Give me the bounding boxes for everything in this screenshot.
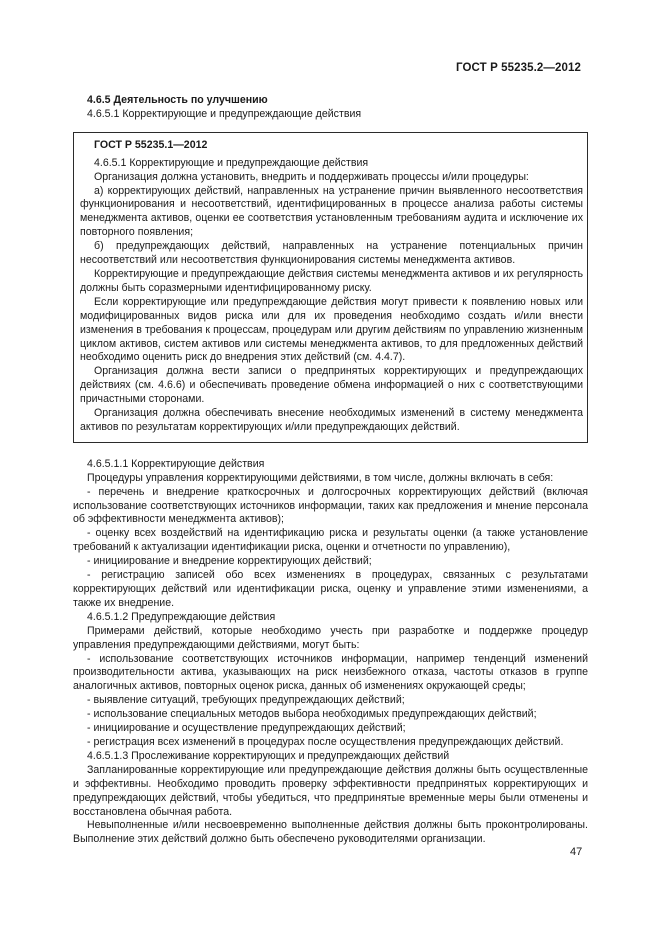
list-item: - использование соответствующих источников информации, например тенденций изменений производительности актива, указывающих на риск неизбежного отказа, частоты отказов в группе аналогичных активов, повторных оценок риска, данных об изменениях окружающей среды;: [73, 652, 588, 693]
body-paragraph: Процедуры управления корректирующими действиями, в том числе, должны включать в себя:: [87, 471, 554, 484]
subsection-heading-tracking: 4.6.5.1.3 Прослеживание корректирующих и предупреждающих действий: [87, 749, 450, 762]
list-item: - инициирование и внедрение корректирующих действий;: [87, 555, 372, 568]
section-subheading: 4.6.5.1 Корректирующие и предупреждающие действия: [87, 107, 362, 120]
subsection-heading-corrective: 4.6.5.1.1 Корректирующие действия: [87, 457, 265, 470]
page-content: [73, 94, 588, 847]
list-item: - выявление ситуаций, требующих предупреждающих действий;: [87, 694, 405, 707]
quoted-standard-box: [73, 132, 588, 443]
body-paragraph: Примерами действий, которые необходимо учесть при разработке и поддержке процедур управления предупреждающими действиями, могут быть:: [73, 624, 588, 651]
list-item: - инициирование и осуществление предупреждающих действий;: [87, 722, 406, 735]
body-paragraph: Запланированные корректирующие или предупреждающие действия должны быть осуществленные и эффективны. Необходимо проводить проверку эффективности предпринятых корректирующих и предупреждающих действий, чтобы убедиться, что предпринятые временные меры были отменены и восстановлена обычная работа.: [73, 763, 588, 818]
quote-paragraph: Организация должна установить, внедрить и поддерживать процессы и/или процедуры:: [94, 170, 529, 183]
list-item: - перечень и внедрение краткосрочных и долгосрочных корректирующих действий (включая использование соответствующих источников информации, таких как предложения и мнение персонала об эффективности менеджмента активов);: [73, 485, 588, 526]
quote-paragraph: Корректирующие и предупреждающие действия системы менеджмента активов и их регулярность должны быть соразмерными идентифицированному риску.: [80, 267, 583, 294]
quote-paragraph: Если корректирующие или предупреждающие действия могут привести к появлению новых или модифицированных видов риска или для их проведения необходимо создать и/или внести изменения в требования к процессам, процедурам или другим действиям по управлению жизненным циклом активов, систем активов или системы менеджмента активов, то для предложенных действий необходимо оценить риск до внедрения этих действий (см. 4.4.7).: [80, 295, 583, 364]
quote-paragraph: б) предупреждающих действий, направленных на устранение потенциальных причин несоответствий или несоответствия функционирования системы менеджмента активов.: [80, 240, 583, 267]
quote-paragraph: 4.6.5.1 Корректирующие и предупреждающие действия: [94, 156, 369, 169]
body-paragraph: Невыполненные и/или несвоевременно выполненные действия должны быть проконтролированы. Выполнение этих действий должно быть обеспечено руководителями организации.: [73, 819, 588, 846]
document-code: ГОСТ Р 55235.2—2012: [456, 62, 581, 74]
quote-paragraph: Организация должна обеспечивать внесение необходимых изменений в систему менеджмента активов по результатам корректирующих и/или предупреждающих действий.: [80, 407, 583, 433]
section-heading: 4.6.5 Деятельность по улучшению: [87, 94, 268, 106]
subsection-heading-preventive: 4.6.5.1.2 Предупреждающие действия: [87, 610, 276, 623]
list-item: - регистрация всех изменений в процедурах после осуществления предупреждающих действий.: [87, 735, 564, 748]
list-item: - оценку всех воздействий на идентификацию риска и результаты оценки (а также установление требований к актуализации идентификации риска, оценки и отчетности по управлению),: [73, 527, 588, 554]
quote-paragraph: Организация должна вести записи о предпринятых корректирующих и предупреждающих действиях (см. 4.6.6) и обеспечивать проведение обмена информацией о них с соответствующими причастными сторонами.: [80, 365, 583, 406]
list-item: - использование специальных методов выбора необходимых предупреждающих действий;: [87, 708, 537, 721]
page-number: 47: [570, 846, 583, 858]
list-item: - регистрацию записей обо всех изменениях в процедурах, связанных с результатами корректирующих действий или идентификации риска, оценку и управление этими изменениями, а также их внедрение.: [73, 569, 588, 609]
quote-paragraph: а) корректирующих действий, направленных на устранение причин выявленного несоответствия функционирования и несоответствий, идентифицированных в процессе анализа работы системы менеджмента активов, оценки ее соответствия установленным требованиям аудита и исключение их повторного появления;: [80, 184, 583, 239]
quoted-standard-title: ГОСТ Р 55235.1—2012: [94, 138, 208, 151]
